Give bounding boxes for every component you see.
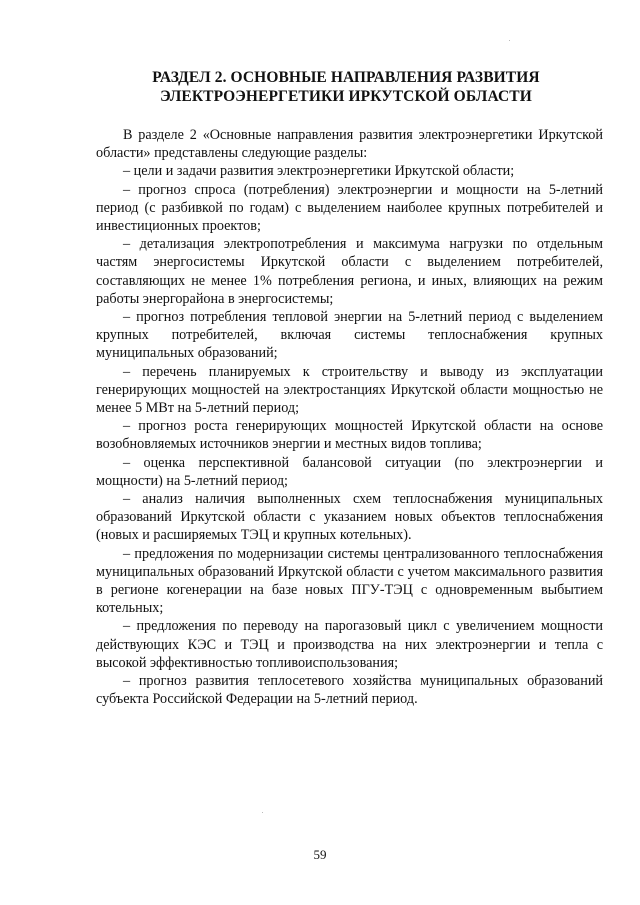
section-body bbox=[96, 126, 603, 709]
page-number: 59 bbox=[313, 847, 327, 862]
list-item-heat-network-forecast: – прогноз развития теплосетевого хозяйства муниципальных образований субъекта Российской Федерации на 5-летний период. bbox=[96, 673, 603, 708]
intro-paragraph: В разделе 2 «Основные направления развития электроэнергетики Иркутской области» представлены следующие разделы: bbox=[96, 127, 603, 162]
list-item-balance-assessment: – оценка перспективной балансовой ситуации (по электроэнергии и мощности) на 5-летний период; bbox=[96, 454, 603, 489]
list-item-heat-schemes-analysis: – анализ наличия выполненных схем теплоснабжения муниципальных образований Иркутской области с указанием новых объектов теплоснабжения (новых и расширяемых ТЭЦ и крупных котельных). bbox=[96, 491, 603, 544]
list-item-goals: – цели и задачи развития электроэнергетики Иркутской области; bbox=[123, 163, 515, 180]
list-item-renewables-forecast: – прогноз роста генерирующих мощностей Иркутской области на основе возобновляемых источников энергии и местных видов топлива; bbox=[96, 418, 603, 453]
section-heading bbox=[96, 68, 596, 106]
section-heading-line-2: ЭЛЕКТРОЭНЕРГЕТИКИ ИРКУТСКОЙ ОБЛАСТИ bbox=[160, 88, 532, 105]
list-item-generation-list: – перечень планируемых к строительству и выводу из эксплуатации генерирующих мощностей на электростанциях Иркутской области мощностью не менее 5 МВт на 5-летний период; bbox=[96, 363, 603, 417]
list-item-demand-forecast: – прогноз спроса (потребления) электроэнергии и мощности на 5-летний период (с разбивкой по годам) с выделением наиболее крупных потребителей и инвестиционных проектов; bbox=[96, 181, 603, 235]
scan-speck bbox=[262, 812, 263, 813]
list-item-modernization-proposals: – предложения по модернизации системы централизованного теплоснабжения муниципальных образований Иркутской области с учетом максимального развития в регионе когенерации на базе новых ПГУ-ТЭЦ с одновременным выбытием котельных; bbox=[96, 545, 603, 617]
scan-speck bbox=[509, 40, 510, 41]
list-item-combined-cycle-proposals: – предложения по переводу на парогазовый цикл с увеличением мощности действующих КЭС и ТЭЦ и производства на них электроэнергии и тепла с высокой эффективностью топливоиспользования; bbox=[96, 618, 603, 671]
list-item-consumption-detail: – детализация электропотребления и максимума нагрузки по отдельным частям энергосистемы Иркутской области с выделением потребителей, составляющих не менее 1% потребления региона, и иных, влияющих на режим работы энергорайона в энергосистемы; bbox=[96, 236, 603, 307]
section-heading-line-1: РАЗДЕЛ 2. ОСНОВНЫЕ НАПРАВЛЕНИЯ РАЗВИТИЯ bbox=[152, 69, 540, 86]
list-item-heat-forecast: – прогноз потребления тепловой энергии на 5-летний период с выделением крупных потребителей, включая системы теплоснабжения крупных муниципальных образований; bbox=[96, 309, 603, 362]
